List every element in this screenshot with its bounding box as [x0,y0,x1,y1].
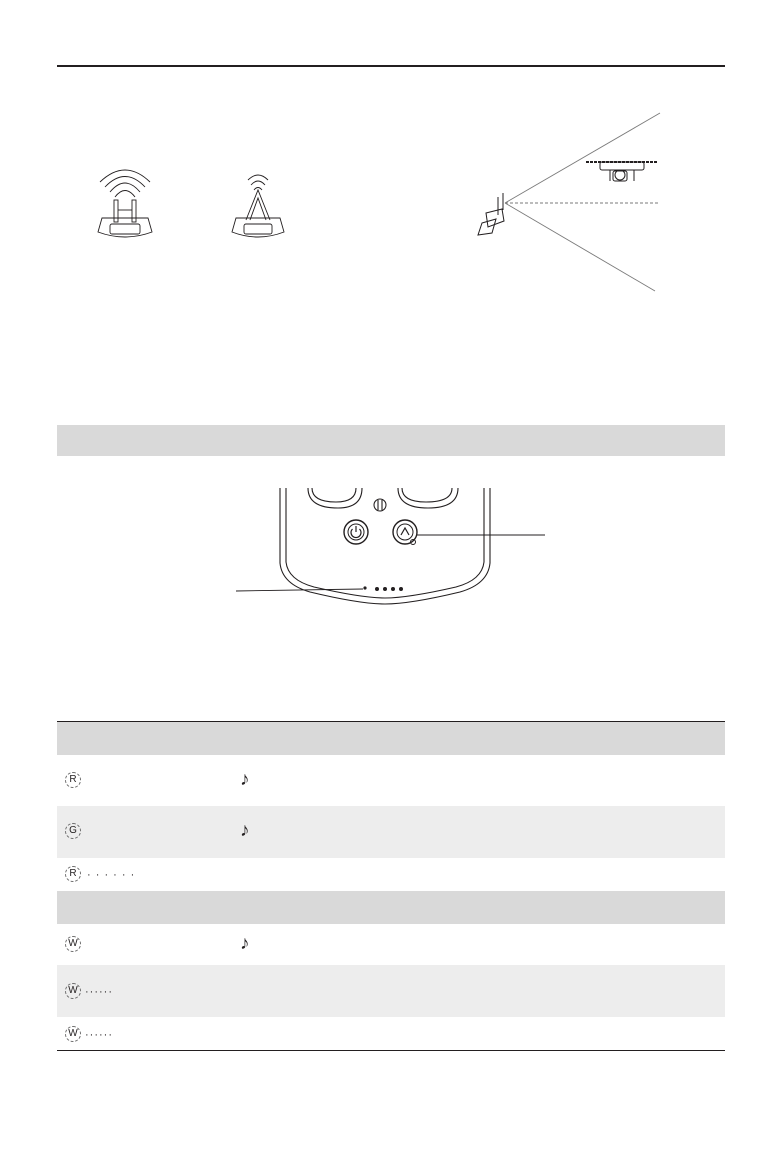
table-row [57,755,725,806]
rth-button-graphic [393,520,417,545]
music-note-icon: ♪ [240,933,250,954]
table-row [57,806,725,858]
status-table [57,721,725,1052]
table-row [57,924,725,965]
remote-antenna-parallel-illustration [90,160,160,245]
white-led-icon: W [65,936,81,952]
blink-pattern: · · · · · · [87,869,136,881]
blink-pattern: ······ [85,986,113,998]
aircraft-icon [586,162,658,181]
table-header-1 [57,722,725,755]
power-button-graphic [344,520,368,544]
table-bottom-rule [57,1050,725,1051]
table-row [57,965,725,1017]
music-note-icon: ♪ [240,769,250,790]
transmission-range-diagram [470,105,670,300]
top-rule [57,65,725,67]
white-led-icon: W [65,1026,81,1042]
red-led-icon: R [65,772,81,788]
white-led-icon: W [65,983,81,999]
music-note-icon: ♪ [240,820,250,841]
green-led-icon: G [65,823,81,839]
remote-controller-illustration [230,488,550,608]
table-row [57,858,725,890]
section-header-bar [57,425,725,456]
table-row [57,1017,725,1050]
remote-antenna-crossed-illustration [228,160,288,245]
blink-pattern: ······ [85,1029,113,1041]
table-header-2 [57,891,725,924]
red-led-icon: R [65,866,81,882]
